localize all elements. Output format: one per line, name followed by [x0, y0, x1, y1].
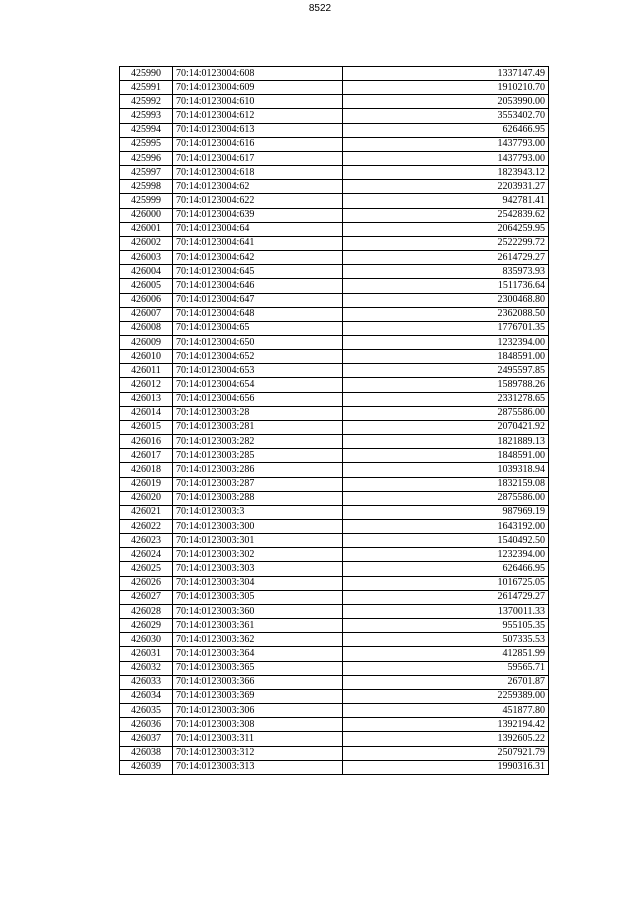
- table-row: [120, 647, 549, 661]
- cell-cadastral-value: 451877.80: [343, 704, 549, 718]
- cell-cadastral-value: 2064259.95: [343, 222, 549, 236]
- cell-row-number: 425991: [120, 81, 173, 95]
- cell-cadastral-number: 70:14:0123003:285: [173, 449, 343, 463]
- cell-cadastral-number: 70:14:0123003:303: [173, 562, 343, 576]
- cell-cadastral-value: 2053990.00: [343, 95, 549, 109]
- cell-cadastral-value: 955105.35: [343, 619, 549, 633]
- cell-row-number: 426020: [120, 491, 173, 505]
- cell-cadastral-number: 70:14:0123003:362: [173, 633, 343, 647]
- table-row: [120, 307, 549, 321]
- cell-cadastral-number: 70:14:0123004:613: [173, 123, 343, 137]
- cell-cadastral-number: 70:14:0123004:622: [173, 194, 343, 208]
- cell-row-number: 426012: [120, 378, 173, 392]
- cell-row-number: 426015: [120, 420, 173, 434]
- cell-row-number: 426013: [120, 392, 173, 406]
- cell-cadastral-number: 70:14:0123003:360: [173, 604, 343, 618]
- cell-row-number: 426000: [120, 208, 173, 222]
- table-row: [120, 180, 549, 194]
- table-row: [120, 520, 549, 534]
- table-row: [120, 633, 549, 647]
- table-row: [120, 222, 549, 236]
- cell-row-number: 426011: [120, 364, 173, 378]
- cell-cadastral-value: 1337147.49: [343, 67, 549, 81]
- cell-cadastral-number: 70:14:0123004:647: [173, 293, 343, 307]
- cell-cadastral-value: 2614729.27: [343, 590, 549, 604]
- cell-cadastral-value: 1848591.00: [343, 449, 549, 463]
- table-row: [120, 760, 549, 774]
- cell-row-number: 426031: [120, 647, 173, 661]
- cell-cadastral-number: 70:14:0123004:62: [173, 180, 343, 194]
- cell-cadastral-value: 2300468.80: [343, 293, 549, 307]
- cell-row-number: 426009: [120, 335, 173, 349]
- cell-cadastral-value: 835973.93: [343, 265, 549, 279]
- cell-cadastral-number: 70:14:0123003:313: [173, 760, 343, 774]
- cell-cadastral-value: 2362088.50: [343, 307, 549, 321]
- cell-cadastral-number: 70:14:0123003:281: [173, 420, 343, 434]
- cell-cadastral-number: 70:14:0123003:300: [173, 520, 343, 534]
- cell-cadastral-number: 70:14:0123003:308: [173, 718, 343, 732]
- cell-cadastral-value: 1232394.00: [343, 548, 549, 562]
- cell-cadastral-number: 70:14:0123004:616: [173, 137, 343, 151]
- table-row: [120, 251, 549, 265]
- cell-row-number: 426035: [120, 704, 173, 718]
- table-row: [120, 704, 549, 718]
- table-row: [120, 463, 549, 477]
- cell-cadastral-number: 70:14:0123004:64: [173, 222, 343, 236]
- table-row: [120, 137, 549, 151]
- cell-cadastral-value: 1776701.35: [343, 321, 549, 335]
- table-row: [120, 406, 549, 420]
- cell-cadastral-value: 26701.87: [343, 675, 549, 689]
- table-row: [120, 109, 549, 123]
- cell-cadastral-number: 70:14:0123003:28: [173, 406, 343, 420]
- table-row: [120, 265, 549, 279]
- cell-cadastral-number: 70:14:0123003:306: [173, 704, 343, 718]
- cell-row-number: 425992: [120, 95, 173, 109]
- cell-row-number: 426030: [120, 633, 173, 647]
- cell-row-number: 426017: [120, 449, 173, 463]
- table-row: [120, 619, 549, 633]
- table-row: [120, 562, 549, 576]
- cell-cadastral-value: 1848591.00: [343, 350, 549, 364]
- cell-cadastral-value: 2542839.62: [343, 208, 549, 222]
- table-row: [120, 604, 549, 618]
- cell-cadastral-number: 70:14:0123003:301: [173, 534, 343, 548]
- cell-cadastral-value: 2522299.72: [343, 236, 549, 250]
- cell-cadastral-number: 70:14:0123004:646: [173, 279, 343, 293]
- table-row: [120, 534, 549, 548]
- table-row: [120, 321, 549, 335]
- table-row: [120, 505, 549, 519]
- cell-cadastral-value: 1589788.26: [343, 378, 549, 392]
- cell-cadastral-number: 70:14:0123004:617: [173, 151, 343, 165]
- cell-cadastral-number: 70:14:0123004:653: [173, 364, 343, 378]
- cell-row-number: 426003: [120, 251, 173, 265]
- cell-cadastral-number: 70:14:0123003:311: [173, 732, 343, 746]
- cell-cadastral-value: 1832159.08: [343, 477, 549, 491]
- cell-row-number: 426024: [120, 548, 173, 562]
- cell-row-number: 426018: [120, 463, 173, 477]
- cell-cadastral-number: 70:14:0123004:642: [173, 251, 343, 265]
- cell-row-number: 426036: [120, 718, 173, 732]
- cell-row-number: 426007: [120, 307, 173, 321]
- cell-row-number: 426032: [120, 661, 173, 675]
- cell-cadastral-number: 70:14:0123004:618: [173, 166, 343, 180]
- cell-cadastral-value: 626466.95: [343, 123, 549, 137]
- table-row: [120, 746, 549, 760]
- cell-cadastral-number: 70:14:0123003:361: [173, 619, 343, 633]
- table-row: [120, 661, 549, 675]
- cadastral-value-table: [119, 66, 549, 775]
- cell-row-number: 425999: [120, 194, 173, 208]
- cell-cadastral-value: 1437793.00: [343, 151, 549, 165]
- cell-cadastral-number: 70:14:0123004:656: [173, 392, 343, 406]
- cell-row-number: 425994: [120, 123, 173, 137]
- cell-cadastral-value: 1016725.05: [343, 576, 549, 590]
- table-row: [120, 67, 549, 81]
- cell-cadastral-value: 2875586.00: [343, 406, 549, 420]
- cell-row-number: 426005: [120, 279, 173, 293]
- table-row: [120, 350, 549, 364]
- cell-cadastral-value: 2495597.85: [343, 364, 549, 378]
- cell-cadastral-value: 2203931.27: [343, 180, 549, 194]
- cell-cadastral-number: 70:14:0123003:312: [173, 746, 343, 760]
- cell-cadastral-number: 70:14:0123004:648: [173, 307, 343, 321]
- table-row: [120, 364, 549, 378]
- table-row: [120, 576, 549, 590]
- cell-cadastral-value: 2070421.92: [343, 420, 549, 434]
- cell-cadastral-value: 1511736.64: [343, 279, 549, 293]
- cell-cadastral-number: 70:14:0123004:609: [173, 81, 343, 95]
- cell-row-number: 426028: [120, 604, 173, 618]
- cell-cadastral-value: 1392194.42: [343, 718, 549, 732]
- table-row: [120, 279, 549, 293]
- cell-row-number: 426034: [120, 689, 173, 703]
- cell-cadastral-number: 70:14:0123004:639: [173, 208, 343, 222]
- cell-cadastral-value: 507335.53: [343, 633, 549, 647]
- cell-cadastral-value: 1540492.50: [343, 534, 549, 548]
- cell-cadastral-number: 70:14:0123003:288: [173, 491, 343, 505]
- cell-cadastral-value: 1370011.33: [343, 604, 549, 618]
- table-row: [120, 392, 549, 406]
- table-row: [120, 590, 549, 604]
- table-row: [120, 166, 549, 180]
- cell-cadastral-number: 70:14:0123004:608: [173, 67, 343, 81]
- cell-cadastral-value: 1643192.00: [343, 520, 549, 534]
- cell-row-number: 425998: [120, 180, 173, 194]
- cell-cadastral-value: 942781.41: [343, 194, 549, 208]
- cell-row-number: 426022: [120, 520, 173, 534]
- table-row: [120, 689, 549, 703]
- table-row: [120, 208, 549, 222]
- table-row: [120, 378, 549, 392]
- cell-row-number: 426016: [120, 435, 173, 449]
- table-row: [120, 95, 549, 109]
- cell-cadastral-value: 2875586.00: [343, 491, 549, 505]
- cell-row-number: 426039: [120, 760, 173, 774]
- cell-row-number: 425995: [120, 137, 173, 151]
- table-row: [120, 335, 549, 349]
- cell-row-number: 426023: [120, 534, 173, 548]
- cell-row-number: 426008: [120, 321, 173, 335]
- cell-row-number: 426029: [120, 619, 173, 633]
- cell-row-number: 426010: [120, 350, 173, 364]
- table-row: [120, 151, 549, 165]
- cell-cadastral-number: 70:14:0123003:366: [173, 675, 343, 689]
- cell-cadastral-number: 70:14:0123003:304: [173, 576, 343, 590]
- cell-cadastral-value: 1437793.00: [343, 137, 549, 151]
- cell-cadastral-number: 70:14:0123003:369: [173, 689, 343, 703]
- table-row: [120, 477, 549, 491]
- table-row: [120, 718, 549, 732]
- table-row: [120, 123, 549, 137]
- cell-cadastral-number: 70:14:0123004:65: [173, 321, 343, 335]
- table-row: [120, 491, 549, 505]
- cell-cadastral-number: 70:14:0123004:654: [173, 378, 343, 392]
- cell-cadastral-number: 70:14:0123004:641: [173, 236, 343, 250]
- cell-row-number: 426006: [120, 293, 173, 307]
- cell-row-number: 426037: [120, 732, 173, 746]
- cell-cadastral-value: 1039318.94: [343, 463, 549, 477]
- cell-cadastral-value: 626466.95: [343, 562, 549, 576]
- cell-cadastral-value: 1823943.12: [343, 166, 549, 180]
- cell-row-number: 426004: [120, 265, 173, 279]
- cell-cadastral-number: 70:14:0123003:305: [173, 590, 343, 604]
- cell-cadastral-value: 3553402.70: [343, 109, 549, 123]
- cell-cadastral-number: 70:14:0123003:364: [173, 647, 343, 661]
- cell-row-number: 425996: [120, 151, 173, 165]
- table-row: [120, 675, 549, 689]
- table-row: [120, 236, 549, 250]
- cell-cadastral-value: 1232394.00: [343, 335, 549, 349]
- table-row: [120, 81, 549, 95]
- table-row: [120, 293, 549, 307]
- cell-cadastral-number: 70:14:0123004:612: [173, 109, 343, 123]
- cell-cadastral-value: 2614729.27: [343, 251, 549, 265]
- cell-cadastral-value: 987969.19: [343, 505, 549, 519]
- cell-cadastral-value: 59565.71: [343, 661, 549, 675]
- table-body: [120, 67, 549, 775]
- cell-cadastral-number: 70:14:0123003:287: [173, 477, 343, 491]
- cell-cadastral-number: 70:14:0123004:650: [173, 335, 343, 349]
- cell-cadastral-number: 70:14:0123003:302: [173, 548, 343, 562]
- cell-cadastral-number: 70:14:0123003:282: [173, 435, 343, 449]
- cell-row-number: 426025: [120, 562, 173, 576]
- table-row: [120, 420, 549, 434]
- cell-cadastral-number: 70:14:0123003:3: [173, 505, 343, 519]
- cell-cadastral-value: 2331278.65: [343, 392, 549, 406]
- cell-row-number: 425997: [120, 166, 173, 180]
- table-row: [120, 449, 549, 463]
- table-row: [120, 194, 549, 208]
- cell-row-number: 425993: [120, 109, 173, 123]
- cell-row-number: 426026: [120, 576, 173, 590]
- cell-row-number: 426014: [120, 406, 173, 420]
- table-row: [120, 732, 549, 746]
- cell-cadastral-number: 70:14:0123004:652: [173, 350, 343, 364]
- cell-cadastral-value: 1910210.70: [343, 81, 549, 95]
- cell-cadastral-number: 70:14:0123003:286: [173, 463, 343, 477]
- cell-row-number: 426027: [120, 590, 173, 604]
- cell-row-number: 425990: [120, 67, 173, 81]
- page-number: 8522: [308, 3, 332, 14]
- cell-row-number: 426038: [120, 746, 173, 760]
- cell-cadastral-value: 412851.99: [343, 647, 549, 661]
- cell-cadastral-value: 1821889.13: [343, 435, 549, 449]
- cell-row-number: 426033: [120, 675, 173, 689]
- cell-row-number: 426002: [120, 236, 173, 250]
- cell-cadastral-value: 2259389.00: [343, 689, 549, 703]
- cell-cadastral-number: 70:14:0123004:610: [173, 95, 343, 109]
- cell-row-number: 426021: [120, 505, 173, 519]
- table-row: [120, 435, 549, 449]
- cell-cadastral-value: 1990316.31: [343, 760, 549, 774]
- cell-cadastral-value: 2507921.79: [343, 746, 549, 760]
- cell-row-number: 426019: [120, 477, 173, 491]
- cell-cadastral-value: 1392605.22: [343, 732, 549, 746]
- table-row: [120, 548, 549, 562]
- cell-cadastral-number: 70:14:0123003:365: [173, 661, 343, 675]
- cell-row-number: 426001: [120, 222, 173, 236]
- cell-cadastral-number: 70:14:0123004:645: [173, 265, 343, 279]
